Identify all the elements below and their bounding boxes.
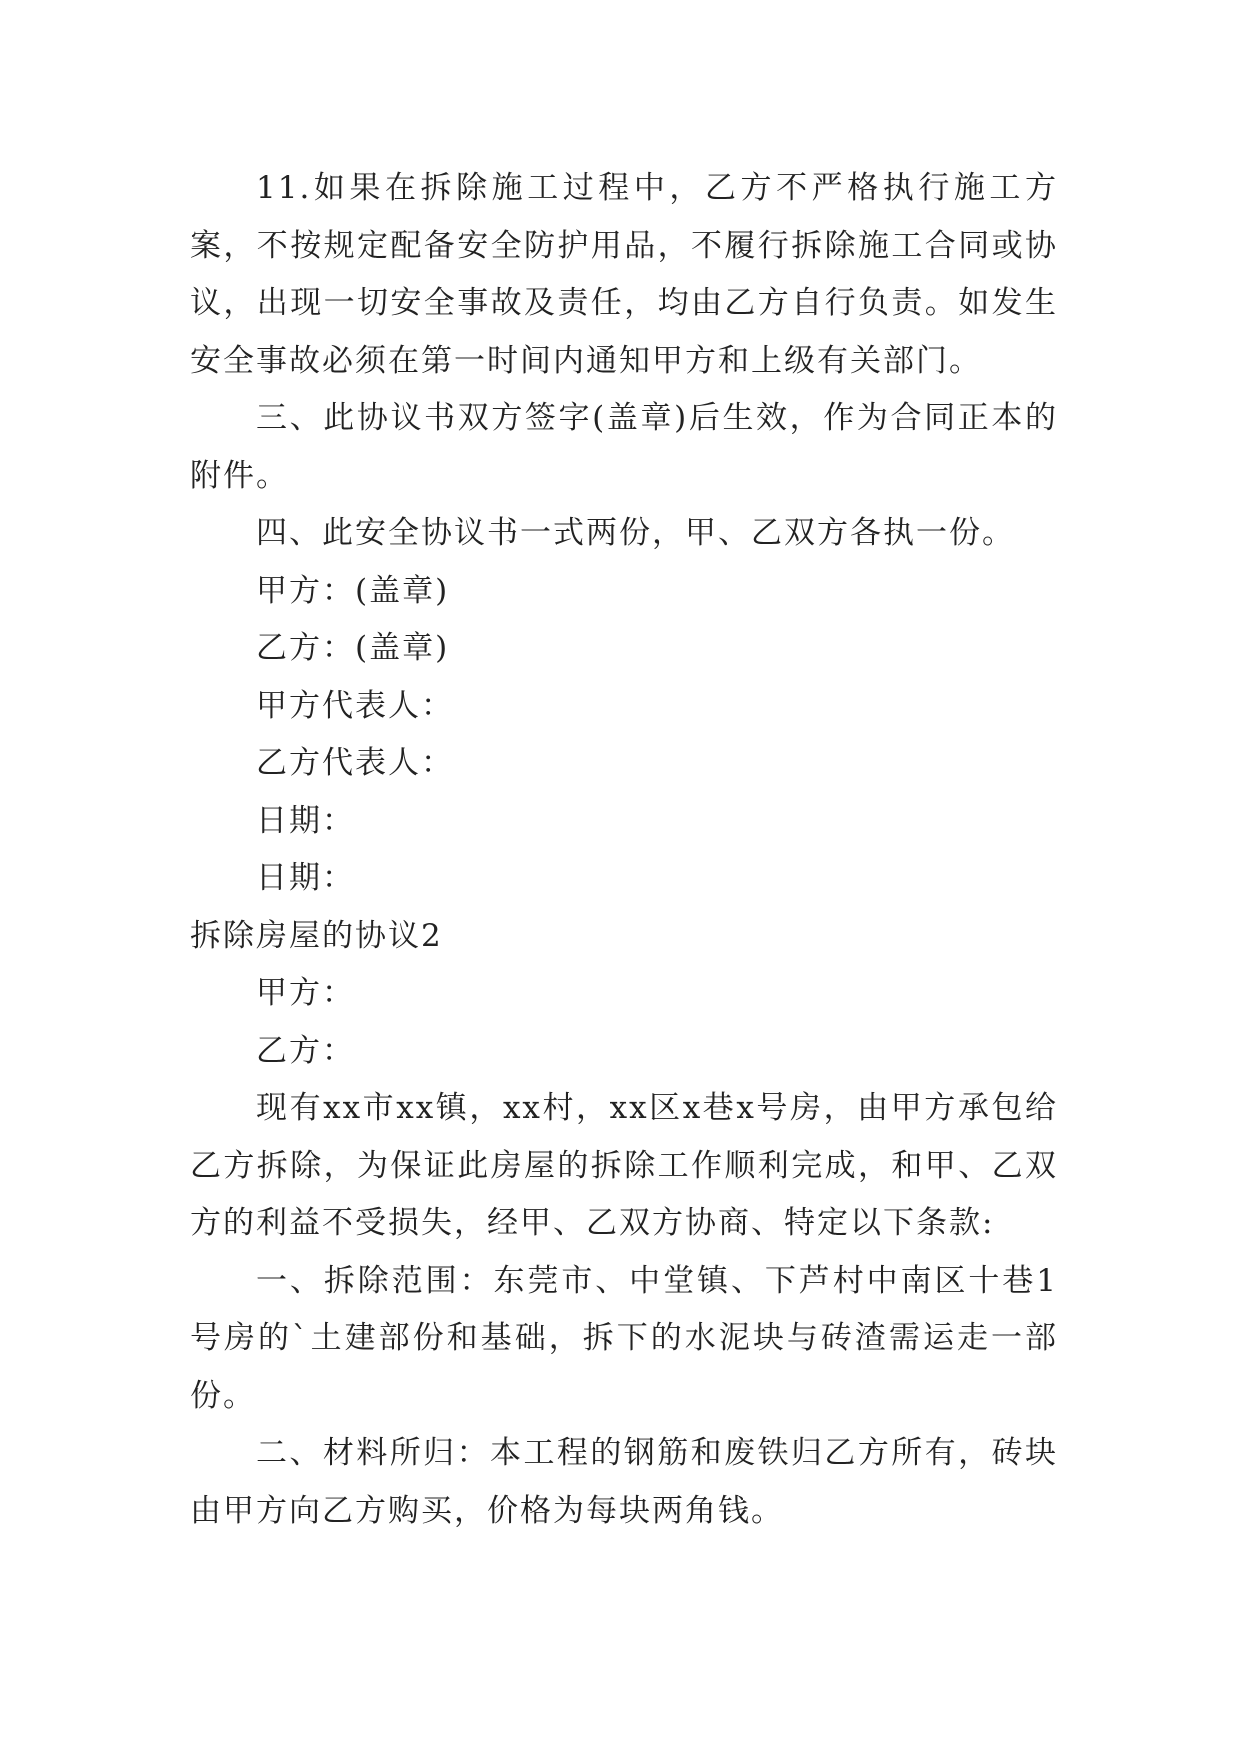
date-line-1: 日期： <box>256 802 355 839</box>
date-line-2: 日期： <box>256 860 355 896</box>
party-b-line: 乙方： <box>256 1032 355 1069</box>
clause-4-paragraph: 四、此安全协议书一式两份，甲、乙双方各执一份。 <box>256 515 1015 551</box>
party-a-line: 甲方： <box>256 975 355 1011</box>
document-body <box>190 160 1058 1540</box>
party-a-seal-line: 甲方：(盖章) <box>256 572 450 609</box>
clause-11-paragraph: 11.如果在拆除施工过程中，乙方不严格执行施工方案，不按规定配备安全防护用品，不履行拆除施工合同或协议，出现一切安全事故及责任，均由乙方自行负责。如发生安全事故必须在第一时间内通知甲方和上级有关部门。 <box>190 170 1058 379</box>
party-b-representative-line: 乙方代表人： <box>256 745 454 781</box>
materials-ownership-paragraph: 二、材料所归：本工程的钢筋和废铁归乙方所有，砖块由甲方向乙方购买，价格为每块两角钱。 <box>190 1435 1058 1529</box>
party-b-seal-line: 乙方：(盖章) <box>256 630 450 666</box>
preamble-paragraph: 现有xx市xx镇，xx村，xx区x巷x号房，由甲方承包给乙方拆除，为保证此房屋的拆除工作顺利完成，和甲、乙双方的利益不受损失，经甲、乙双方协商、特定以下条款: <box>190 1090 1058 1241</box>
demolition-scope-paragraph: 一、拆除范围：东莞市、中堂镇、下芦村中南区十巷1号房的`土建部份和基础，拆下的水泥块与砖渣需运走一部份。 <box>190 1262 1058 1414</box>
party-a-representative-line: 甲方代表人： <box>256 687 454 724</box>
clause-3-paragraph: 三、此协议书双方签字(盖章)后生效，作为合同正本的附件。 <box>190 400 1058 494</box>
agreement-2-title: 拆除房屋的协议2 <box>190 917 443 954</box>
